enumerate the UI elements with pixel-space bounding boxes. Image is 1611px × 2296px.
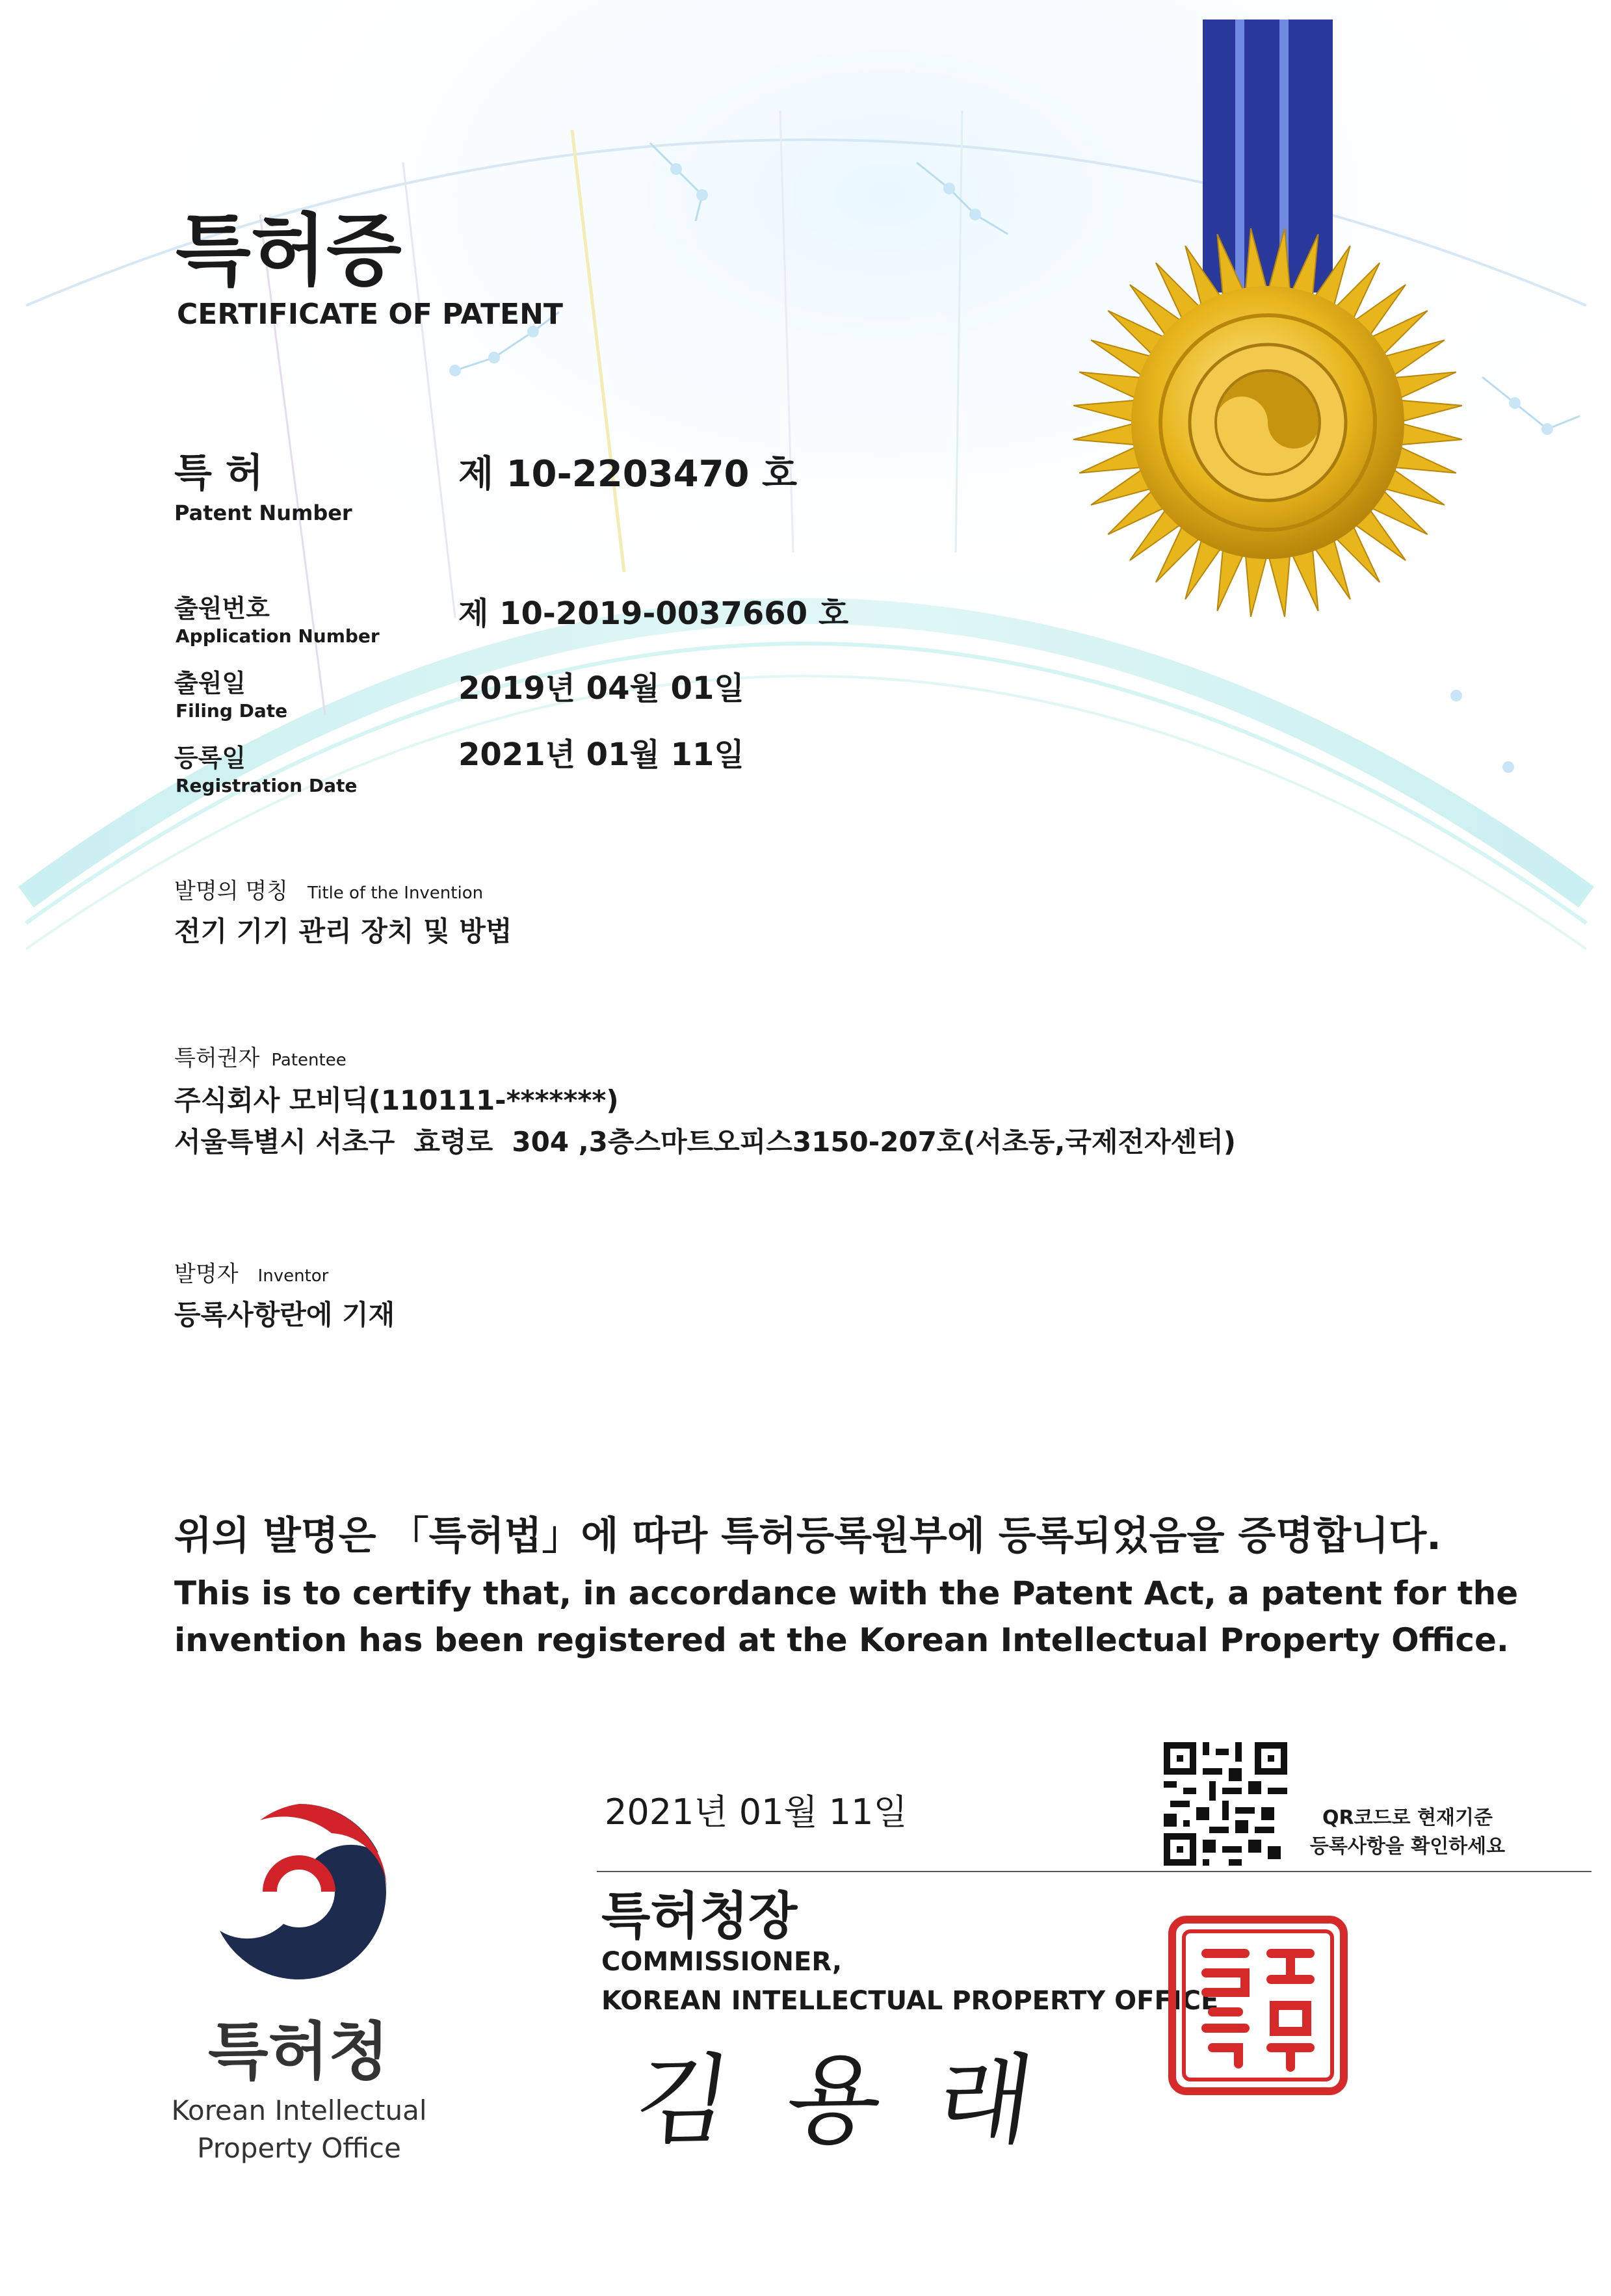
qr-instruction-line-1: QR코드로 현재기준: [1322, 1807, 1493, 1829]
inventor-label-ko: 발명자: [174, 1261, 239, 1287]
certification-statement-ko: 위의 발명은 「특허법」에 따라 특허등록원부에 등록되었음을 증명합니다.: [174, 1513, 1441, 1559]
signature-divider: [597, 1871, 1591, 1872]
patentee-label: [174, 1040, 347, 1072]
application-number-label-en: Application Number: [176, 625, 380, 647]
certificate-title-en: CERTIFICATE OF PATENT: [177, 298, 563, 331]
qr-code-icon[interactable]: [1164, 1742, 1287, 1866]
kipo-logo-text-en: [130, 2092, 468, 2167]
patent-number-label-ko: 특 허: [174, 450, 263, 496]
registration-date-value: 2021년 01월 11일: [458, 737, 744, 773]
invention-label-en: Title of the Invention: [308, 883, 484, 903]
kipo-logo-text-en-1: Korean Intellectual: [171, 2094, 427, 2126]
patentee-name: 주식회사 모비딕(110111-*******): [174, 1084, 619, 1116]
certificate-title-ko: 특허증: [176, 206, 402, 296]
filing-date-label-ko: 출원일: [174, 669, 246, 698]
application-number-label-ko: 출원번호: [174, 594, 270, 623]
qr-instruction-line-2: 등록사항을 확인하세요: [1309, 1835, 1506, 1858]
filing-date-label-en: Filing Date: [176, 700, 288, 722]
certification-statement-en-1: This is to certify that, in accordance with the Patent Act, a patent for the: [174, 1574, 1519, 1612]
issue-date: 2021년 01월 11일: [605, 1792, 908, 1833]
filing-date-value: 2019년 04월 01일: [458, 670, 744, 707]
inventor-value: 등록사항란에 기재: [174, 1299, 395, 1331]
inventor-label-en: Inventor: [257, 1266, 329, 1286]
gold-medal-icon: [1066, 221, 1469, 624]
registration-date-label-ko: 등록일: [174, 744, 246, 772]
inventor-label: [174, 1256, 328, 1288]
invention-label: [174, 873, 483, 905]
invention-label-ko: 발명의 명칭: [174, 878, 289, 904]
certification-statement-en-2: invention has been registered at the Korean Intellectual Property Office.: [174, 1621, 1509, 1659]
official-seal-icon: [1167, 1914, 1349, 2096]
patentee-address: 서울특별시 서초구 효령로 304 ,3층스마트오피스3150-207호(서초동,국제전자센터): [174, 1126, 1236, 1158]
commissioner-title-ko: 특허청장: [601, 1887, 798, 1946]
qr-instruction: [1300, 1804, 1515, 1861]
application-number-value: 제 10-2019-0037660 호: [458, 595, 849, 632]
commissioner-signature: 김 용 래: [627, 2044, 1054, 2158]
kipo-logo-icon: [202, 1794, 397, 1989]
patentee-label-ko: 특허권자: [174, 1045, 260, 1071]
invention-title-value: 전기 기기 관리 장치 및 방법: [174, 915, 512, 947]
kipo-logo-text-ko: 특허청: [208, 2015, 389, 2088]
commissioner-title-en-1: COMMISSIONER,: [601, 1947, 843, 1977]
kipo-logo-text-en-2: Property Office: [197, 2132, 401, 2164]
patent-number-value: 제 10-2203470 호: [458, 453, 798, 495]
patentee-label-en: Patentee: [271, 1050, 347, 1070]
registration-date-label-en: Registration Date: [176, 775, 358, 796]
commissioner-title-en-2: KOREAN INTELLECTUAL PROPERTY OFFICE: [601, 1986, 1219, 2016]
patent-number-label-en: Patent Number: [174, 501, 352, 525]
